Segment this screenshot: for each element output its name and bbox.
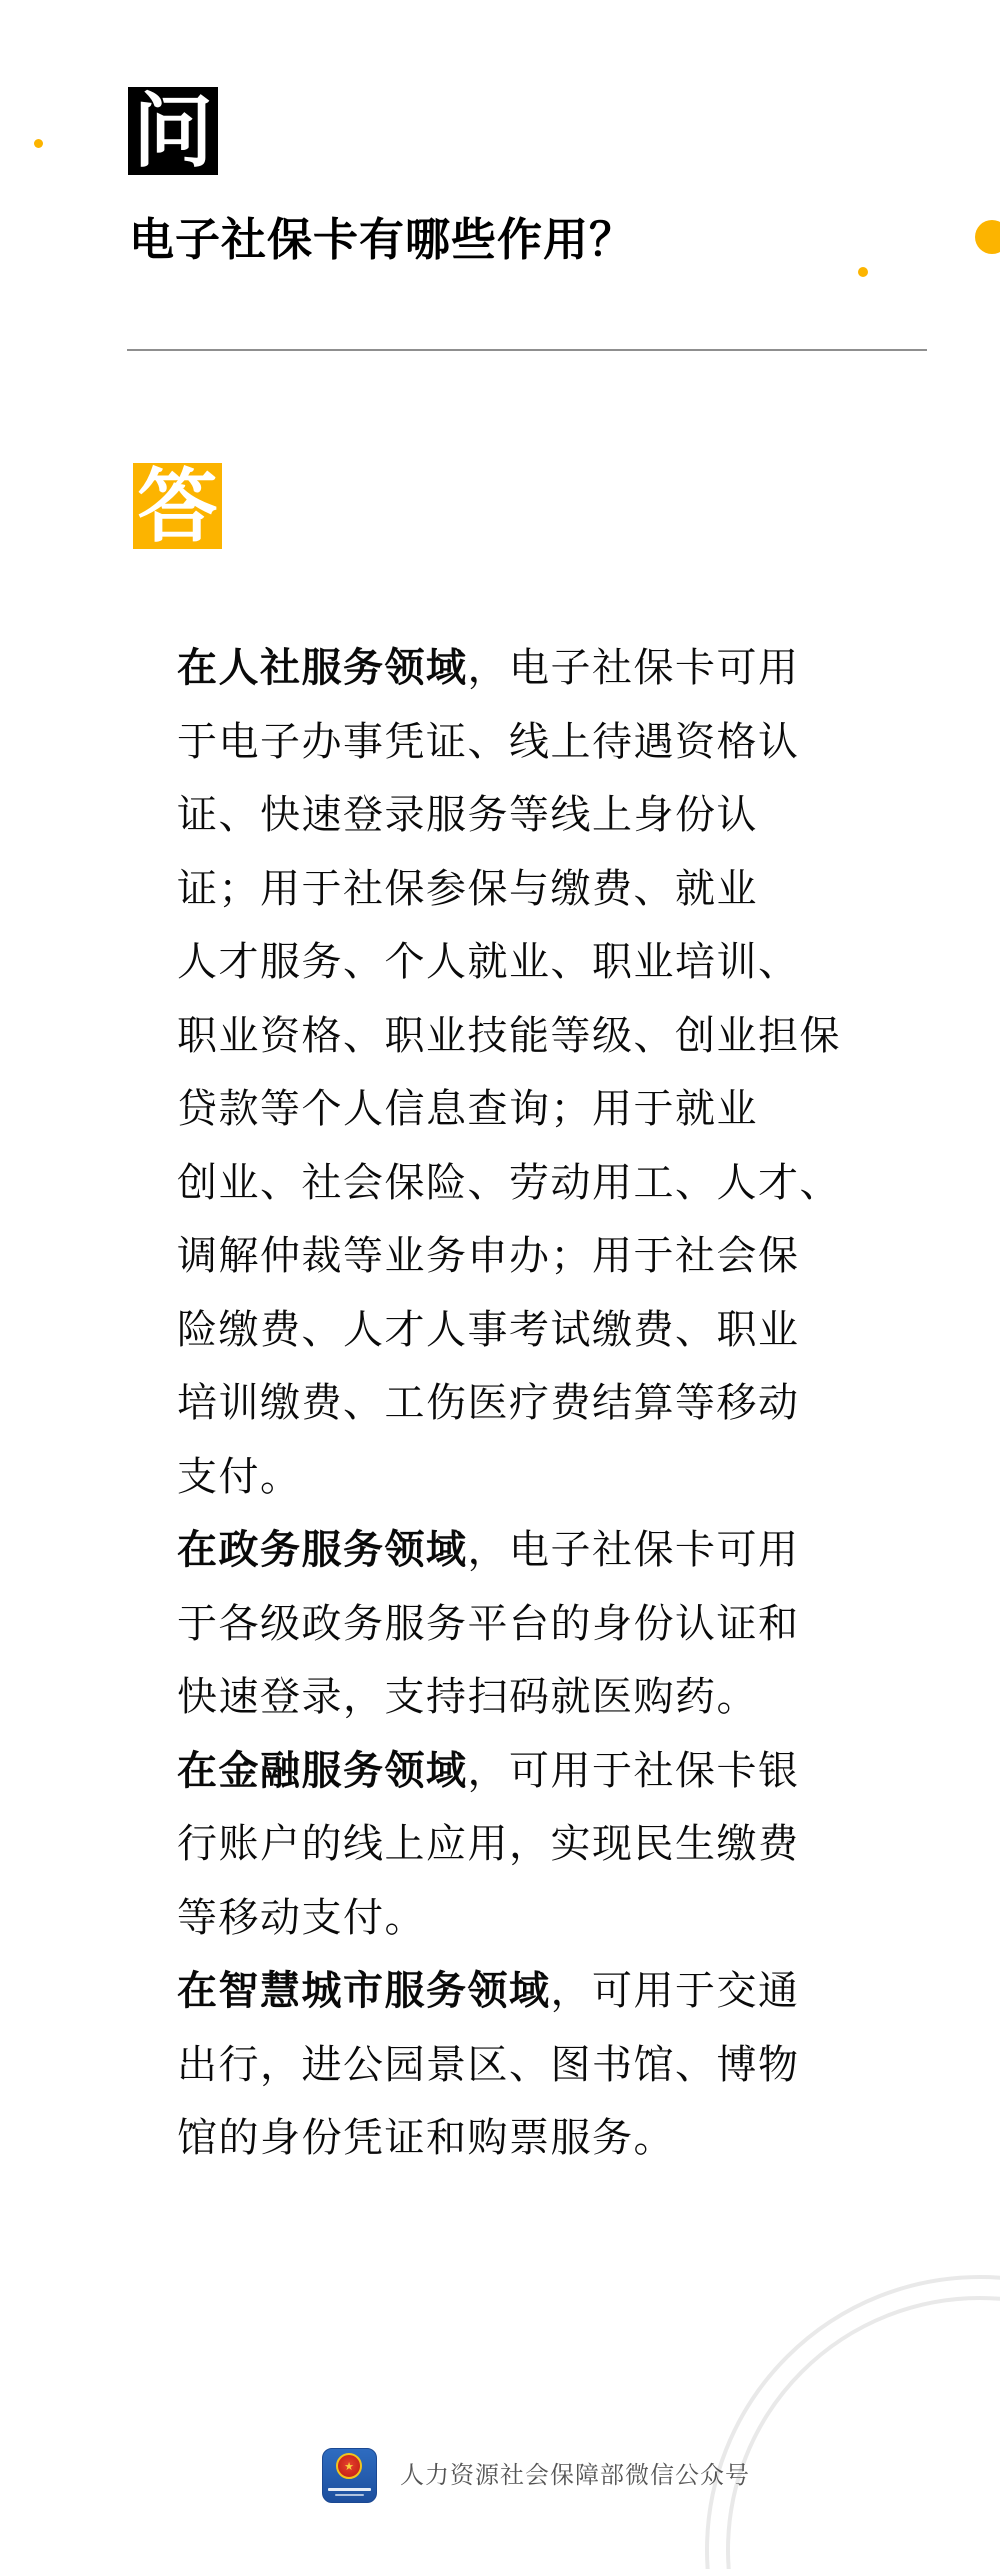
- body-line: [177, 1366, 857, 1440]
- body-line: [177, 1293, 857, 1367]
- body-line-text: 证；用于社保参保与缴费、就业: [177, 865, 758, 911]
- body-line: [177, 1072, 857, 1146]
- body-line-text: 行账户的线上应用，实现民生缴费: [177, 1821, 800, 1866]
- body-line-text: 馆的身份凭证和购票服务。: [177, 2115, 675, 2160]
- body-line-text: 创业、社会保险、劳动用工、人才、: [177, 1159, 841, 1205]
- body-line: [177, 1146, 857, 1220]
- icon-microtext-line: [328, 2488, 371, 2491]
- title-divider: [127, 349, 927, 351]
- question-stamp-block: [128, 87, 218, 175]
- body-line-text: 快速登录，支持扫码就医购药。: [177, 1674, 758, 1719]
- body-line: [177, 1881, 857, 1955]
- body-line-text: 培训缴费、工伤医疗费结算等移动: [177, 1380, 800, 1425]
- body-line: [177, 705, 857, 779]
- answer-body-text: [177, 631, 857, 2175]
- body-line: [177, 1513, 857, 1587]
- body-line: [177, 2101, 857, 2175]
- decor-ring-inner: [726, 2296, 1000, 2569]
- body-line-text: 等移动支付。: [177, 1894, 426, 1940]
- body-line-text: 于电子办事凭证、线上待遇资格认: [177, 718, 800, 764]
- body-line-text: ，电子社保卡可用: [467, 645, 800, 690]
- body-line-lead: 在人社服务领域: [177, 645, 468, 690]
- icon-microtext-line2: [335, 2494, 364, 2496]
- body-line: [177, 1807, 857, 1881]
- body-line-lead: 在智慧城市服务领域: [177, 1968, 551, 2013]
- accent-dot-small: [34, 139, 43, 148]
- body-line-text: 贷款等个人信息查询；用于就业: [177, 1086, 758, 1131]
- body-line: [177, 1734, 857, 1808]
- body-line-text: ，电子社保卡可用: [467, 1527, 800, 1572]
- body-line-text: ，可用于社保卡银: [467, 1747, 800, 1793]
- body-line-text: 职业资格、职业技能等级、创业担保: [177, 1012, 841, 1058]
- footer-label: 人力资源社会保障部微信公众号: [400, 2462, 750, 2489]
- national-emblem-icon: [336, 2453, 362, 2479]
- body-line: [177, 1587, 857, 1661]
- emblem-star-icon: ★: [344, 2459, 354, 2473]
- body-line-text: 调解仲裁等业务申办；用于社会保: [177, 1233, 800, 1278]
- body-line-text: ，可用于交通: [550, 1968, 800, 2013]
- answer-stamp-glyph: 答: [137, 464, 218, 552]
- body-line: [177, 852, 857, 926]
- body-line-lead: 在政务服务领域: [177, 1527, 468, 1572]
- body-line-lead: 在金融服务领域: [177, 1747, 468, 1793]
- body-line: [177, 2028, 857, 2102]
- body-line: [177, 925, 857, 999]
- accent-dot-medium: [858, 267, 868, 277]
- body-line-text: 证、快速登录服务等线上身份认: [177, 792, 758, 837]
- body-line-text: 险缴费、人才人事考试缴费、职业: [177, 1306, 800, 1352]
- body-line-text: 人才服务、个人就业、职业培训、: [177, 939, 800, 984]
- body-line: [177, 778, 857, 852]
- body-line: [177, 1660, 857, 1734]
- body-line-text: 支付。: [177, 1453, 302, 1499]
- body-line: [177, 1440, 857, 1514]
- answer-stamp-block: [133, 463, 222, 552]
- body-line-text: 于各级政务服务平台的身份认证和: [177, 1600, 800, 1646]
- ministry-app-icon: [322, 2448, 377, 2503]
- body-line: [177, 631, 857, 705]
- body-line: [177, 1954, 857, 2028]
- question-stamp-glyph: 问: [133, 89, 213, 177]
- accent-dot-large: [975, 220, 1000, 254]
- page-title: 电子社保卡有哪些作用？: [129, 214, 636, 265]
- body-line-text: 出行，进公园景区、图书馆、博物: [177, 2041, 800, 2087]
- body-line: [177, 1219, 857, 1293]
- body-line: [177, 999, 857, 1073]
